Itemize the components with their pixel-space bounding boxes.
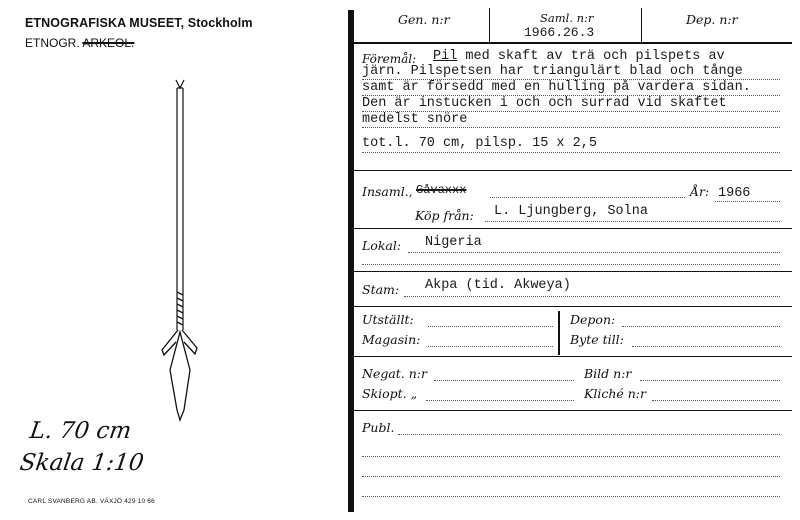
negat-label: Negat. n:r [362, 366, 427, 381]
foremal-line-2: järn. Pilspetsen har triangulärt blad och tånge [362, 64, 743, 79]
bild-label: Bild n:r [584, 366, 632, 381]
foremal-line-5: medelst snöre [362, 112, 468, 127]
utstallt-dots [428, 326, 553, 327]
foremal-line-1-rest: med skaft av trä och pilspets av [457, 49, 725, 64]
saml-label: Saml. n:r [540, 11, 594, 25]
depon-label: Depon: [570, 312, 616, 327]
left-panel [0, 0, 348, 520]
ar-label: År: [690, 184, 710, 199]
department-prefix: ETNOGR. [25, 36, 80, 50]
depon-dots [622, 326, 780, 327]
kop-value: L. Ljungberg, Solna [494, 204, 648, 219]
foremal-rule-1 [362, 79, 780, 80]
foremal-rule-3 [362, 111, 780, 112]
saml-value: 1966.26.3 [524, 25, 595, 40]
storage-bottom-rule [354, 356, 792, 357]
header-divider-1 [489, 8, 490, 42]
arrow-nock [176, 80, 184, 88]
publ-rule-3 [362, 496, 780, 497]
storage-divider [558, 311, 560, 355]
stam-dots [404, 296, 780, 297]
magasin-label: Magasin: [362, 332, 421, 347]
skiopt-dots [426, 400, 574, 401]
insaml-bottom-rule [354, 228, 792, 229]
ar-value: 1966 [718, 186, 751, 201]
foremal-line-4: Den är instucken i och och surrad vid skaftet [362, 96, 727, 111]
dep-label: Dep. n:r [686, 12, 738, 27]
insaml-struck: Gåvaxxx [416, 183, 467, 197]
foremal-line-3: samt är försedd med en hulling på vardera sidan. [362, 80, 751, 95]
card-left-border [348, 10, 354, 512]
printer-imprint: CARL SVANBERG AB. VÄXJÖ 429 10 66 [28, 498, 155, 505]
cliche-dots [652, 400, 780, 401]
foremal-label: Föremål: [362, 52, 417, 66]
header-divider-2 [641, 8, 642, 42]
insaml-dots [490, 197, 685, 198]
arrow-drawing [150, 70, 220, 430]
ar-dots [715, 201, 780, 202]
object-name: Pil [433, 49, 458, 64]
foremal-bottom-rule [354, 170, 792, 171]
museum-name: ETNOGRAFISKA MUSEET, Stockholm [25, 16, 253, 30]
insaml-label: Insaml., [362, 184, 413, 199]
header-rule [354, 42, 792, 44]
photo-bottom-rule [354, 410, 792, 411]
publ-label: Publ. [362, 420, 395, 435]
byte-dots [632, 346, 780, 347]
foremal-rule-4 [362, 127, 780, 128]
publ-rule-2 [362, 476, 780, 477]
department-struck: ARKEOL. [82, 36, 135, 50]
arrow-binding [177, 292, 183, 325]
foremal-line-6: tot.l. 70 cm, pilsp. 15 x 2,5 [362, 136, 597, 151]
foremal-rule-2 [362, 95, 780, 96]
bild-dots [640, 380, 780, 381]
utstallt-label: Utställt: [362, 312, 414, 327]
gen-label: Gen. n:r [398, 12, 450, 27]
negat-dots [434, 380, 574, 381]
handwritten-scale: Skala 1:10 [18, 450, 146, 476]
cliche-label: Kliché n:r [584, 386, 646, 401]
kop-dots [485, 221, 780, 222]
handwritten-length: L. 70 cm [28, 418, 133, 444]
lokal-rule [362, 264, 780, 265]
skiopt-label: Skiopt. „ [362, 386, 418, 401]
kop-label: Köp från: [415, 208, 474, 223]
stam-label: Stam: [362, 282, 400, 297]
lokal-dots [408, 252, 780, 253]
publ-dots [398, 434, 780, 435]
lokal-bottom-rule [354, 271, 792, 272]
lokal-value: Nigeria [425, 235, 482, 250]
foremal-line-1 [433, 49, 725, 64]
foremal-rule-5 [362, 152, 780, 153]
lokal-label: Lokal: [362, 238, 402, 253]
magasin-dots [428, 346, 553, 347]
department-line [25, 36, 134, 50]
stam-value: Akpa (tid. Akweya) [425, 278, 571, 293]
byte-label: Byte till: [570, 332, 624, 347]
publ-rule-1 [362, 456, 780, 457]
stam-bottom-rule [354, 306, 792, 307]
